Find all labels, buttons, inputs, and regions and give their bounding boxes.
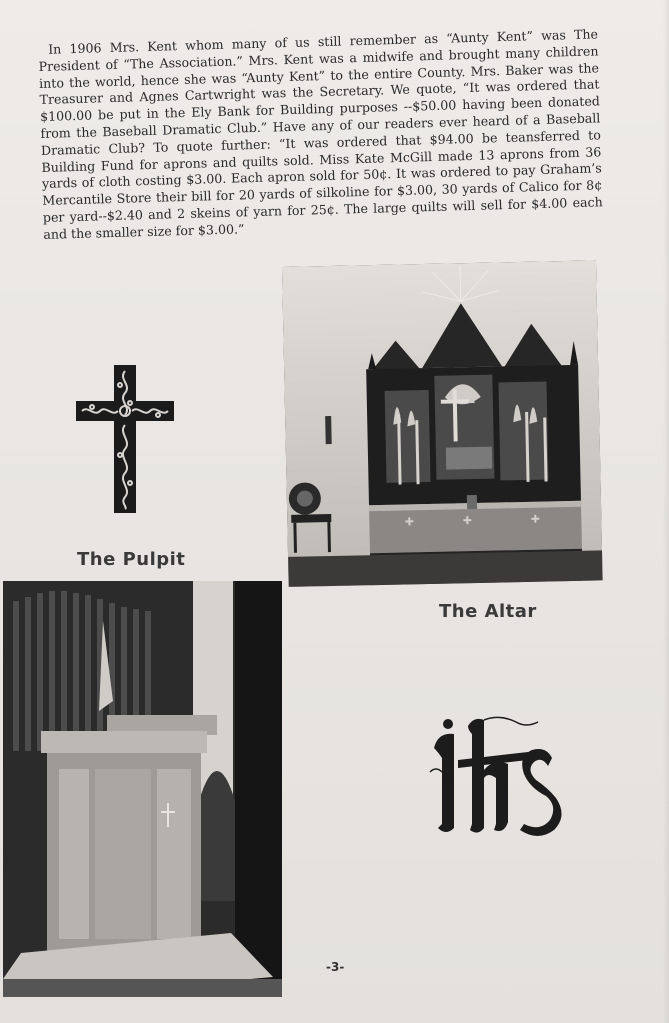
pulpit-photo (3, 581, 282, 997)
pulpit-caption: The Pulpit (77, 549, 186, 570)
altar-photo (282, 260, 603, 587)
article-paragraph: In 1906 Mrs. Kent whom many of us still remember as “Aunty Kent” was The President of “The Association.” Mrs. Kent was a midwife and brought many children into the world, hence she was “Aunty Kent” to the entire County. Mrs. Baker was the Treasurer and Agnes Cartwright was the Secretary. We quote, “It was ordered that $100.00 be put in the Ely Bank for Building purposes --$50.00 having been donated from the Baseball Dramatic Club.” Have any of our readers ever heard of a Baseball Dramatic Club? To quote further: “It was ordered that $94.00 be teansferred to Building Fund for aprons and quilts sold. Miss Kate McGill made 13 aprons from 36 yards of cloth costing $3.00. Each apron sold for 50¢. It was ordered to pay Graham’s Mercantile Store their bill for 20 yards of silkoline for $3.00, 30 yards of Calico for 8¢ per yard--$2.40 and 2 skeins of yarn for 25¢. The large quilts will sell for $4.00 each and the smaller size for $3.00.” (38, 26, 603, 242)
altar-caption: The Altar (439, 601, 537, 622)
ihs-monogram-icon (428, 712, 566, 842)
ornate-cross-icon (74, 363, 176, 515)
page-number: -3- (326, 960, 345, 974)
article-text (38, 26, 603, 243)
page-edge-shadow (663, 0, 669, 1023)
